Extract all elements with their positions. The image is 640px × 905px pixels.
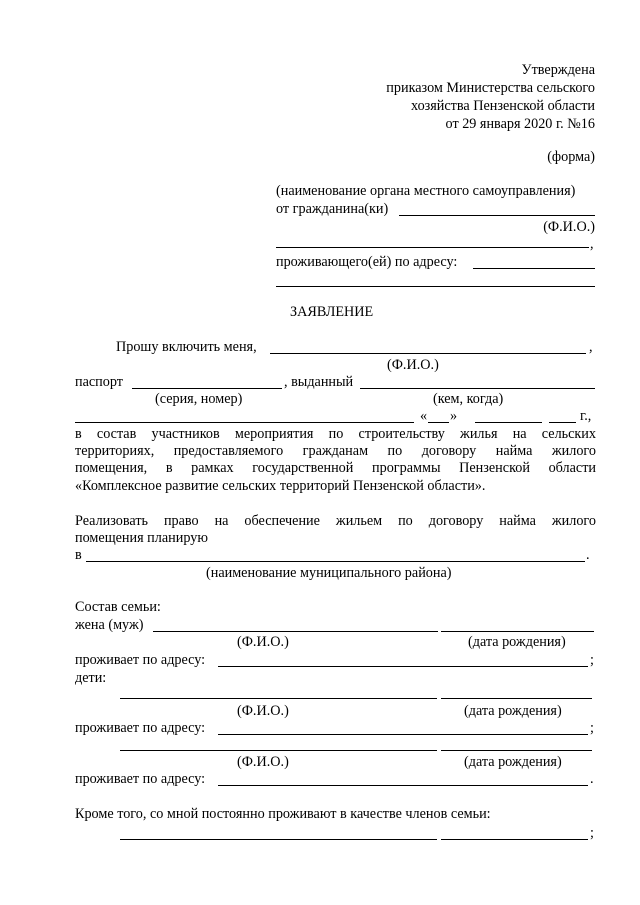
request-comma: , [589, 339, 593, 355]
spouse-birth-caption: (дата рождения) [468, 634, 566, 650]
children-label: дети: [75, 670, 107, 686]
issue-day-line[interactable] [428, 422, 449, 423]
child-2-address-line[interactable] [218, 785, 588, 786]
paragraph-1-line-2: территориях, предоставляемого гражданам по договору найма жилого [75, 443, 596, 459]
approval-line-2: приказом Министерства сельского [386, 80, 595, 96]
approval-line-4: от 29 января 2020 г. №16 [445, 116, 595, 132]
child-2-name-line[interactable] [120, 750, 437, 751]
child-1-address-semicolon: ; [590, 720, 594, 736]
family-heading: Состав семьи: [75, 599, 161, 615]
spouse-address-label: проживает по адресу: [75, 652, 206, 668]
child-1-address-line[interactable] [218, 734, 588, 735]
other-member-birth-line[interactable] [441, 839, 588, 840]
spouse-label: жена (муж) [75, 617, 144, 633]
child-1-birth-caption: (дата рождения) [464, 703, 562, 719]
child-1-fio-caption: (Ф.И.О.) [237, 703, 289, 719]
spouse-birth-line[interactable] [441, 631, 594, 632]
child-1-birth-line[interactable] [441, 698, 592, 699]
in-label: в [75, 547, 82, 563]
other-member-semicolon: ; [590, 825, 594, 841]
header-comma: , [590, 236, 594, 252]
request-name-line[interactable] [270, 353, 586, 354]
issue-year-line[interactable] [549, 422, 576, 423]
district-period: . [586, 547, 590, 563]
year-suffix: г., [580, 408, 592, 424]
paragraph-1-line-4: «Комплексное развитие сельских территорий Пензенской области». [75, 478, 486, 494]
applicant-name-line-2[interactable] [276, 247, 589, 248]
paragraph-2-line-2: помещения планирую [75, 530, 208, 546]
approval-line-1: Утверждена [521, 62, 595, 78]
quote-open: « [420, 408, 428, 424]
child-2-address-period: . [590, 771, 594, 787]
issued-label: , выданный [284, 374, 354, 390]
also-living-label: Кроме того, со мной постоянно проживают в качестве членов семьи: [75, 806, 491, 822]
passport-issuer-line[interactable] [360, 388, 595, 389]
series-number-caption: (серия, номер) [155, 391, 243, 407]
paragraph-1-line-3: помещения, в рамках государственной программы Пензенской области [75, 460, 596, 476]
spouse-fio-caption: (Ф.И.О.) [237, 634, 289, 650]
from-citizen-label: от гражданина(ки) [276, 201, 389, 217]
form-label: (форма) [547, 149, 595, 165]
child-2-birth-caption: (дата рождения) [464, 754, 562, 770]
spouse-address-line[interactable] [218, 666, 588, 667]
approval-line-3: хозяйства Пензенской области [411, 98, 595, 114]
request-label: Прошу включить меня, [116, 339, 257, 355]
district-line[interactable] [86, 561, 585, 562]
residing-label: проживающего(ей) по адресу: [276, 254, 458, 270]
request-fio-caption: (Ф.И.О.) [387, 357, 439, 373]
issue-month-line[interactable] [475, 422, 542, 423]
child-2-birth-line[interactable] [441, 750, 592, 751]
other-member-name-line[interactable] [120, 839, 437, 840]
document-title: ЗАЯВЛЕНИЕ [290, 304, 374, 320]
child-2-address-label: проживает по адресу: [75, 771, 206, 787]
child-2-fio-caption: (Ф.И.О.) [237, 754, 289, 770]
district-caption: (наименование муниципального района) [206, 565, 452, 581]
spouse-name-line[interactable] [153, 631, 438, 632]
applicant-address-line[interactable] [473, 268, 595, 269]
applicant-fio-caption: (Ф.И.О.) [543, 219, 595, 235]
issuer-caption: (кем, когда) [433, 391, 504, 407]
quote-close: » [450, 408, 458, 424]
child-1-address-label: проживает по адресу: [75, 720, 206, 736]
child-1-name-line[interactable] [120, 698, 437, 699]
paragraph-2-line-1: Реализовать право на обеспечение жильем по договору найма жилого [75, 513, 596, 529]
passport-label: паспорт [75, 374, 123, 390]
spouse-address-semicolon: ; [590, 652, 594, 668]
paragraph-1-line-1: в состав участников мероприятия по строительству жилья на сельских [75, 426, 596, 442]
authority-caption: (наименование органа местного самоуправления) [276, 183, 576, 199]
applicant-name-line[interactable] [399, 215, 595, 216]
applicant-address-line-2[interactable] [276, 286, 595, 287]
passport-issuer-line-2[interactable] [75, 422, 414, 423]
passport-number-line[interactable] [132, 388, 282, 389]
